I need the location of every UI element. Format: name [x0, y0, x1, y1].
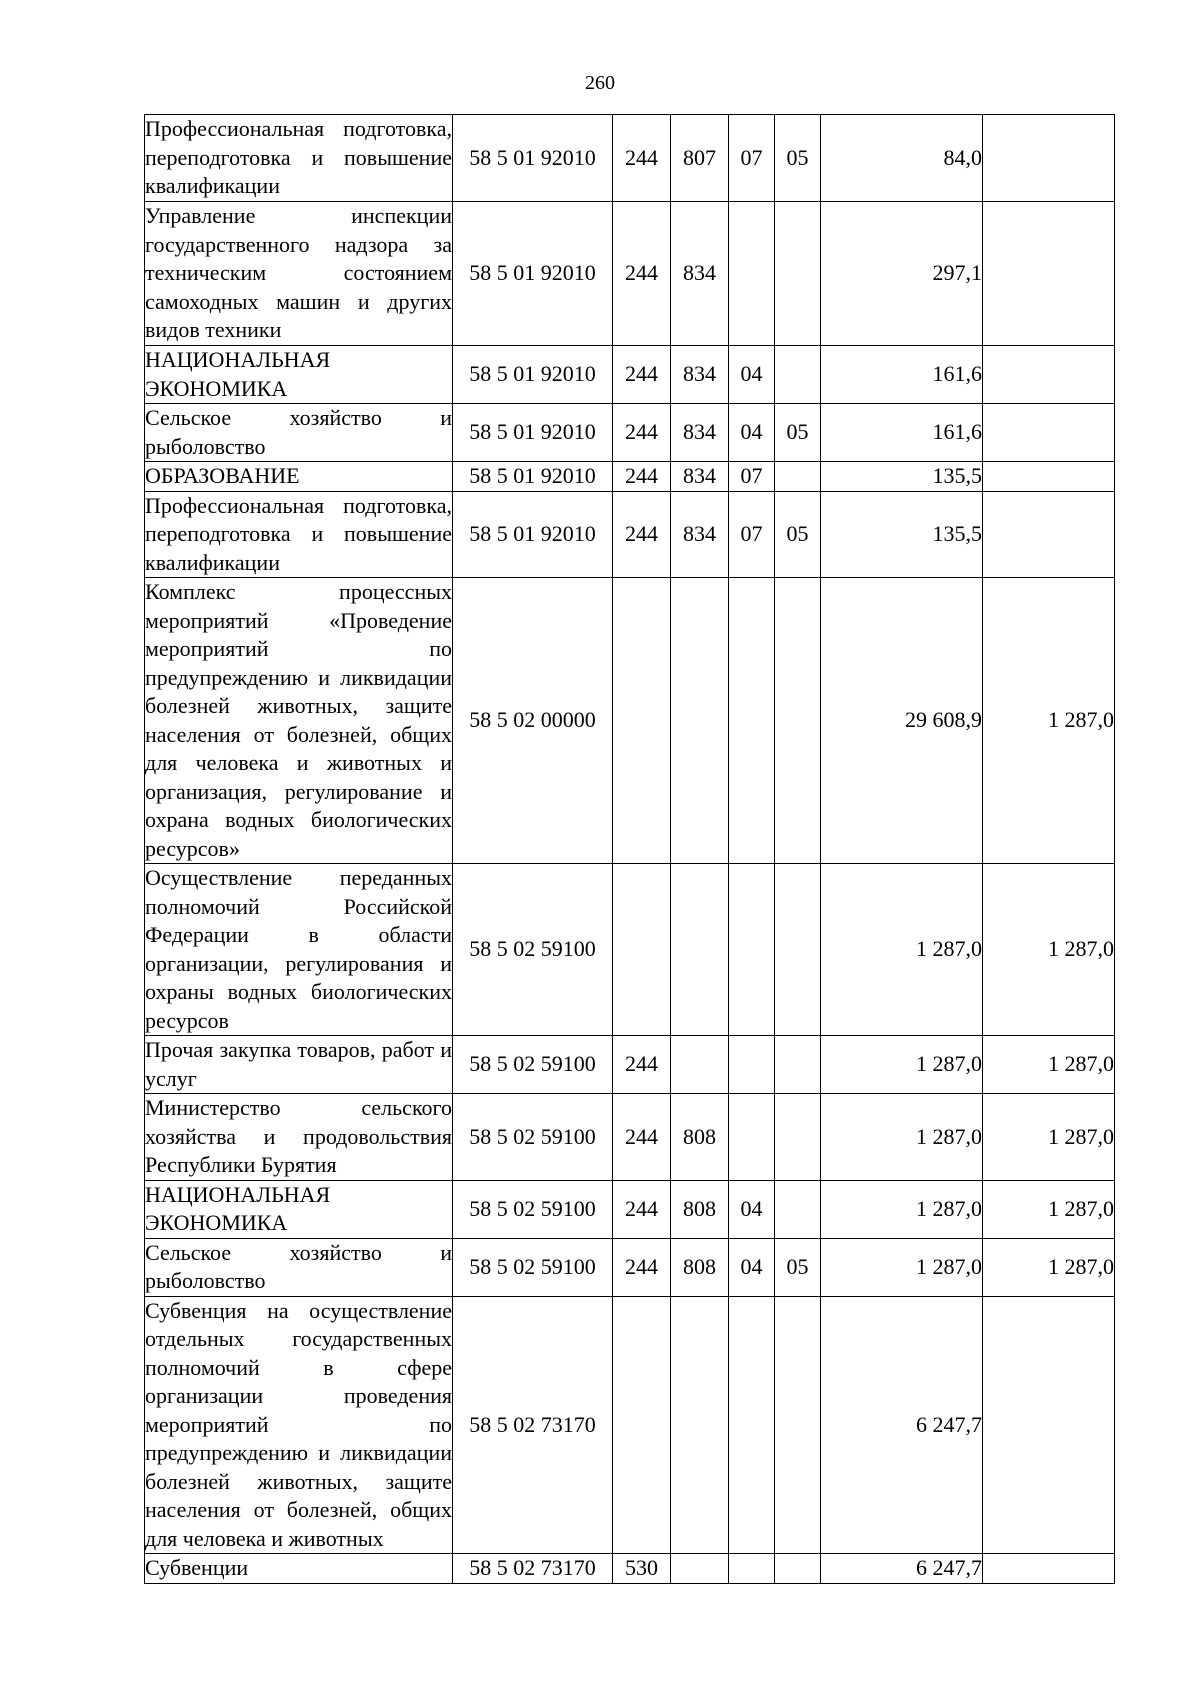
row-subvention: 1 287,0	[983, 1238, 1115, 1296]
row-csr: 58 5 02 73170	[453, 1554, 613, 1584]
row-name: Комплекс процессных мероприятий «Проведение мероприятий по предупреждению и ликвидации болезней животных, защите населения от болезней, общих для человека и животных и организация, регулирование и охрана водных биологических ресурсов»	[145, 578, 453, 864]
table-row	[145, 404, 1115, 462]
row-vr: 244	[613, 1238, 671, 1296]
row-pr: 05	[775, 115, 821, 202]
row-vr	[613, 864, 671, 1036]
row-grbs: 808	[671, 1180, 729, 1238]
row-grbs	[671, 1554, 729, 1584]
row-subvention	[983, 115, 1115, 202]
row-csr: 58 5 02 59100	[453, 1094, 613, 1181]
row-name: НАЦИОНАЛЬНАЯ ЭКОНОМИКА	[145, 1180, 453, 1238]
budget-table	[144, 114, 1115, 1584]
row-subvention: 1 287,0	[983, 1036, 1115, 1094]
row-vr: 244	[613, 346, 671, 404]
row-subvention	[983, 1554, 1115, 1584]
row-subvention	[983, 462, 1115, 492]
row-name: Прочая закупка товаров, работ и услуг	[145, 1036, 453, 1094]
row-vr: 244	[613, 404, 671, 462]
row-pr	[775, 346, 821, 404]
row-rz: 07	[729, 115, 775, 202]
row-sum: 1 287,0	[821, 1180, 983, 1238]
row-csr: 58 5 01 92010	[453, 491, 613, 578]
row-csr: 58 5 02 59100	[453, 864, 613, 1036]
table-row	[145, 1238, 1115, 1296]
row-rz	[729, 1036, 775, 1094]
row-rz: 04	[729, 404, 775, 462]
row-pr	[775, 578, 821, 864]
row-rz	[729, 1094, 775, 1181]
row-name: Профессиональная подготовка, переподготовка и повышение квалификации	[145, 491, 453, 578]
row-csr: 58 5 01 92010	[453, 115, 613, 202]
row-subvention: 1 287,0	[983, 1180, 1115, 1238]
row-rz	[729, 202, 775, 346]
row-name: НАЦИОНАЛЬНАЯ ЭКОНОМИКА	[145, 346, 453, 404]
row-vr	[613, 578, 671, 864]
row-sum: 135,5	[821, 491, 983, 578]
row-pr	[775, 864, 821, 1036]
row-vr: 244	[613, 1036, 671, 1094]
row-name: Профессиональная подготовка, переподготовка и повышение квалификации	[145, 115, 453, 202]
row-subvention	[983, 404, 1115, 462]
row-pr	[775, 1554, 821, 1584]
row-csr: 58 5 02 00000	[453, 578, 613, 864]
row-sum: 1 287,0	[821, 864, 983, 1036]
row-vr: 244	[613, 491, 671, 578]
table-row	[145, 1180, 1115, 1238]
row-name: Сельское хозяйство и рыболовство	[145, 1238, 453, 1296]
table-row	[145, 1036, 1115, 1094]
row-pr: 05	[775, 1238, 821, 1296]
page-number: 260	[585, 72, 615, 94]
row-subvention	[983, 202, 1115, 346]
row-sum: 84,0	[821, 115, 983, 202]
row-sum: 161,6	[821, 346, 983, 404]
table-row	[145, 1554, 1115, 1584]
table-row	[145, 578, 1115, 864]
row-pr: 05	[775, 491, 821, 578]
row-sum: 1 287,0	[821, 1094, 983, 1181]
table-row	[145, 1094, 1115, 1181]
row-vr	[613, 1296, 671, 1554]
row-pr	[775, 1296, 821, 1554]
row-vr: 244	[613, 202, 671, 346]
row-grbs	[671, 578, 729, 864]
row-grbs: 834	[671, 404, 729, 462]
row-sum: 6 247,7	[821, 1296, 983, 1554]
row-vr: 244	[613, 1180, 671, 1238]
row-grbs: 808	[671, 1238, 729, 1296]
row-csr: 58 5 01 92010	[453, 404, 613, 462]
row-rz	[729, 1554, 775, 1584]
row-csr: 58 5 02 59100	[453, 1180, 613, 1238]
row-rz	[729, 1296, 775, 1554]
row-rz	[729, 578, 775, 864]
table-row	[145, 1296, 1115, 1554]
row-sum: 297,1	[821, 202, 983, 346]
row-vr: 244	[613, 462, 671, 492]
row-vr: 244	[613, 1094, 671, 1181]
row-name: ОБРАЗОВАНИЕ	[145, 462, 453, 492]
row-pr	[775, 1094, 821, 1181]
row-sum: 161,6	[821, 404, 983, 462]
row-grbs: 807	[671, 115, 729, 202]
row-subvention	[983, 1296, 1115, 1554]
table-row	[145, 491, 1115, 578]
row-subvention	[983, 346, 1115, 404]
row-name: Субвенции	[145, 1554, 453, 1584]
row-subvention: 1 287,0	[983, 578, 1115, 864]
row-rz: 04	[729, 1238, 775, 1296]
table-row	[145, 462, 1115, 492]
row-rz: 07	[729, 462, 775, 492]
row-pr	[775, 1180, 821, 1238]
row-grbs: 808	[671, 1094, 729, 1181]
row-rz: 04	[729, 1180, 775, 1238]
row-rz: 04	[729, 346, 775, 404]
row-csr: 58 5 02 59100	[453, 1036, 613, 1094]
row-grbs	[671, 864, 729, 1036]
row-grbs: 834	[671, 202, 729, 346]
row-grbs: 834	[671, 346, 729, 404]
row-name: Субвенция на осуществление отдельных государственных полномочий в сфере организации проведения мероприятий по предупреждению и ликвидации болезней животных, защите населения от болезней, общих для человека и животных	[145, 1296, 453, 1554]
row-sum: 6 247,7	[821, 1554, 983, 1584]
row-vr: 244	[613, 115, 671, 202]
row-name: Осуществление переданных полномочий Российской Федерации в области организации, регулирования и охраны водных биологических ресурсов	[145, 864, 453, 1036]
row-pr: 05	[775, 404, 821, 462]
row-grbs: 834	[671, 491, 729, 578]
row-sum: 1 287,0	[821, 1238, 983, 1296]
table-row	[145, 115, 1115, 202]
table-row	[145, 202, 1115, 346]
row-name: Министерство сельского хозяйства и продовольствия Республики Бурятия	[145, 1094, 453, 1181]
table-row	[145, 864, 1115, 1036]
row-grbs: 834	[671, 462, 729, 492]
row-vr: 530	[613, 1554, 671, 1584]
row-csr: 58 5 02 73170	[453, 1296, 613, 1554]
row-csr: 58 5 01 92010	[453, 346, 613, 404]
row-sum: 135,5	[821, 462, 983, 492]
table-row	[145, 346, 1115, 404]
row-name: Сельское хозяйство и рыболовство	[145, 404, 453, 462]
row-name: Управление инспекции государственного надзора за техническим состоянием самоходных машин и других видов техники	[145, 202, 453, 346]
row-rz	[729, 864, 775, 1036]
row-csr: 58 5 01 92010	[453, 462, 613, 492]
row-csr: 58 5 01 92010	[453, 202, 613, 346]
row-subvention: 1 287,0	[983, 864, 1115, 1036]
row-subvention: 1 287,0	[983, 1094, 1115, 1181]
row-grbs	[671, 1036, 729, 1094]
row-subvention	[983, 491, 1115, 578]
row-pr	[775, 202, 821, 346]
row-csr: 58 5 02 59100	[453, 1238, 613, 1296]
row-rz: 07	[729, 491, 775, 578]
row-sum: 1 287,0	[821, 1036, 983, 1094]
row-pr	[775, 1036, 821, 1094]
row-pr	[775, 462, 821, 492]
row-sum: 29 608,9	[821, 578, 983, 864]
row-grbs	[671, 1296, 729, 1554]
